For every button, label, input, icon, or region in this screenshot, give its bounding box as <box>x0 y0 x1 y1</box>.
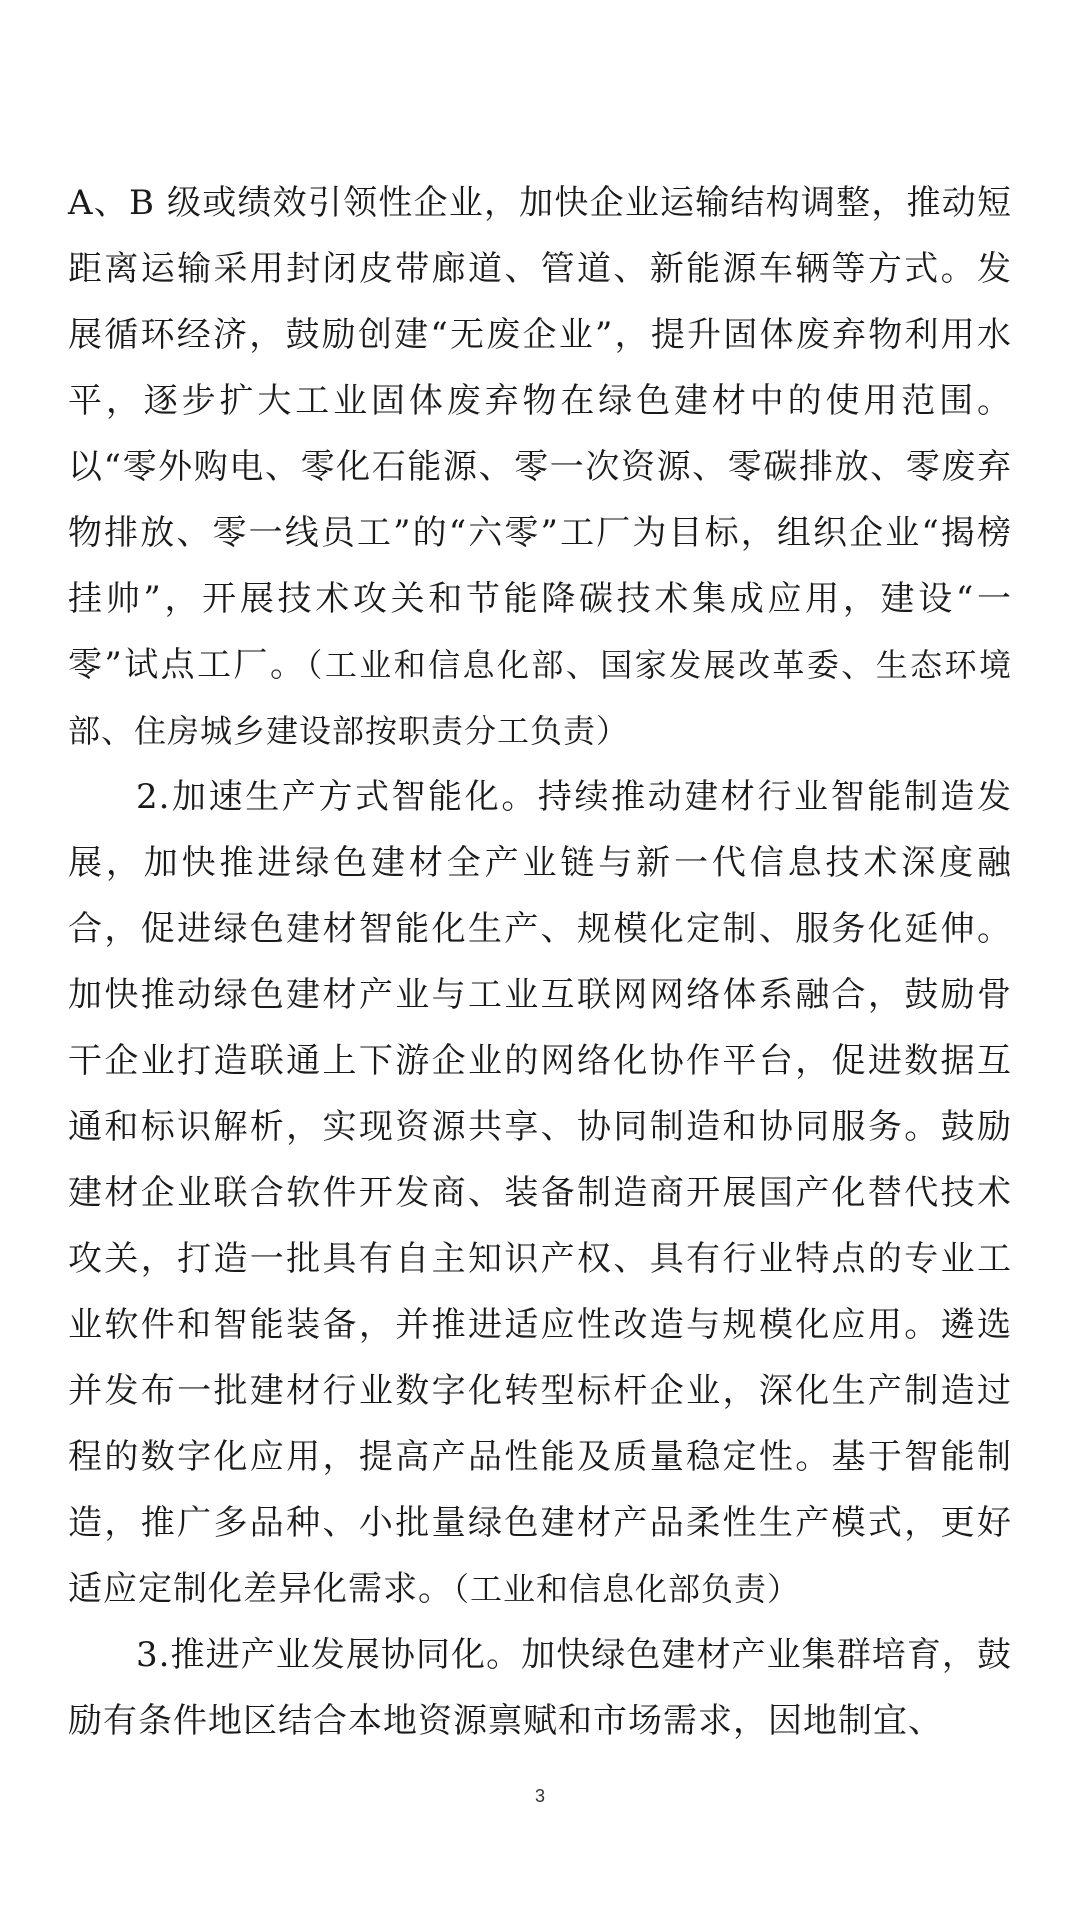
responsibility-note: （工业和信息化部负责） <box>453 1570 801 1608</box>
page-number: 3 <box>534 1786 545 1806</box>
document-body <box>68 170 1012 1754</box>
responsibility-note: （工业和信息化部、国家发展改革委、生态环境部、住房城乡建设部按职责分工负责） <box>68 646 1012 750</box>
paragraph-continuation <box>68 170 1012 764</box>
paragraph-text: 2.加速生产方式智能化。持续推动建材行业智能制造发展，加快推进绿色建材全产业链与新一代信息技术深度融合，促进绿色建材智能化生产、规模化定制、服务化延伸。加快推动绿色建材产业与工业互联网网络体系融合，鼓励骨干企业打造联通上下游企业的网络化协作平台，促进数据互通和标识解析，实现资源共享、协同制造和协同服务。鼓励建材企业联合软件开发商、装备制造商开展国产化替代技术攻关，打造一批具有自主知识产权、具有行业特点的专业工业软件和智能装备，并推进适应性改造与规模化应用。遴选并发布一批建材行业数字化转型标杆企业，深化生产制造过程的数字化应用，提高产品性能及质量稳定性。基于智能制造，推广多品种、小批量绿色建材产品柔性生产模式，更好适应定制化差异化需求。 <box>68 777 1012 1609</box>
paragraph-production-intelligence <box>68 764 1012 1622</box>
paragraph-text: A、B 级或绩效引领性企业，加快企业运输结构调整，推动短距离运输采用封闭皮带廊道、管道、新能源车辆等方式。发展循环经济，鼓励创建“无废企业”，提升固体废弃物利用水平，逐步扩大工业固体废弃物在绿色建材中的使用范围。以“零外购电、零化石能源、零一次资源、零碳排放、零废弃物排放、零一线员工”的“六零”工厂为目标，组织企业“揭榜挂帅”，开展技术攻关和节能降碳技术集成应用，建设“一零”试点工厂。 <box>68 183 1012 685</box>
paragraph-text: 3.推进产业发展协同化。加快绿色建材产业集群培育，鼓励有条件地区结合本地资源禀赋和市场需求，因地制宜、 <box>68 1635 1012 1741</box>
paragraph-industry-coordination <box>68 1622 1012 1754</box>
